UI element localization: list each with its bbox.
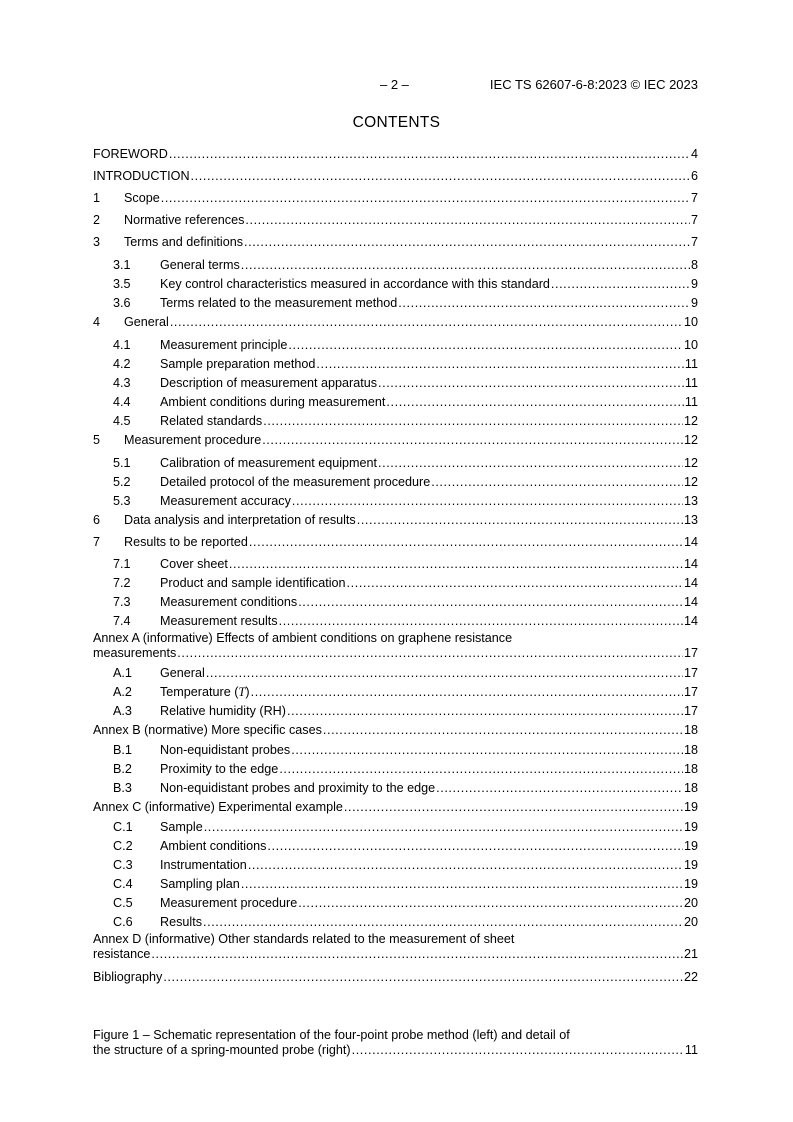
page-number: – 2 – <box>380 77 409 92</box>
leader-dots <box>251 685 683 700</box>
toc-entry-text: Measurement results <box>160 614 278 628</box>
toc-entry-page: 7 <box>690 191 698 205</box>
leader-dots <box>263 414 683 429</box>
leader-dots <box>298 595 683 610</box>
toc-entry-page: 8 <box>690 258 698 272</box>
toc-entry-number: A.1 <box>113 666 132 680</box>
toc-entry-number: 4.3 <box>113 376 131 390</box>
leader-dots <box>292 494 683 509</box>
toc-entry-number: 7.2 <box>113 576 131 590</box>
toc-entry-number: B.1 <box>113 743 132 757</box>
leader-dots <box>378 456 683 471</box>
toc-entry-text: FOREWORD <box>93 147 168 161</box>
toc-entry-text: Key control characteristics measured in accordance with this standard <box>160 277 550 291</box>
toc-entry-annex-b-3[interactable] <box>93 781 698 796</box>
toc-entry-number: 4.1 <box>113 338 131 352</box>
toc-entry-page: 19 <box>683 877 698 891</box>
toc-entry-page: 11 <box>684 376 698 390</box>
toc-entry-number: 6 <box>93 513 101 527</box>
leader-dots <box>279 614 683 629</box>
toc-entry-text: Detailed protocol of the measurement procedure <box>160 475 431 489</box>
leader-dots <box>262 433 683 448</box>
toc-entry-page: 20 <box>683 915 698 929</box>
toc-entry-page: 18 <box>683 762 698 776</box>
toc-entry-page: 7 <box>690 235 698 249</box>
toc-entry-annex-a-3[interactable] <box>93 704 698 719</box>
toc-entry-number: B.2 <box>113 762 132 776</box>
toc-entry-section-4[interactable] <box>93 315 698 330</box>
leader-dots <box>291 743 683 758</box>
toc-entry-text: Measurement procedure <box>160 896 298 910</box>
toc-entry-annex-c-5[interactable] <box>93 896 698 911</box>
toc-entry-text: Non-equidistant probes <box>160 743 291 757</box>
toc-entry-page: 18 <box>683 743 698 757</box>
toc-entry-number: C.2 <box>113 839 133 853</box>
toc-entry-text: Annex C (informative) Experimental example <box>93 800 343 814</box>
toc-entry-line2 <box>93 947 698 962</box>
leader-dots <box>357 513 683 528</box>
toc-entry-text: Normative references <box>124 213 245 227</box>
toc-entry-text: Product and sample identification <box>160 576 346 590</box>
toc-entry-section-4-5[interactable] <box>93 414 698 429</box>
toc-entry-text-end: ) <box>245 685 250 699</box>
toc-entry-section-7-3[interactable] <box>93 595 698 610</box>
toc-entry-text: Results to be reported <box>124 535 248 549</box>
toc-entry-page: 10 <box>683 338 698 352</box>
toc-entry-section-1[interactable] <box>93 191 698 206</box>
toc-entry-number: C.3 <box>113 858 133 872</box>
leader-dots <box>551 277 690 292</box>
toc-entry-annex-a-2[interactable] <box>93 685 698 700</box>
toc-entry-page: 12 <box>683 433 698 447</box>
leader-dots <box>347 576 683 591</box>
leader-dots <box>431 475 683 490</box>
toc-entry-section-5[interactable] <box>93 433 698 448</box>
toc-entry-number: 4.2 <box>113 357 131 371</box>
toc-entry-text: Related standards <box>160 414 263 428</box>
toc-entry-page: 19 <box>683 820 698 834</box>
toc-entry-text: Description of measurement apparatus <box>160 376 378 390</box>
toc-entry-text: Measurement accuracy <box>160 494 291 508</box>
leader-dots <box>344 800 683 815</box>
toc-entry-line2 <box>93 646 698 661</box>
toc-entry-section-3-1[interactable] <box>93 258 698 273</box>
toc-entry-section-3-6[interactable] <box>93 296 698 311</box>
toc-entry-number: 7 <box>93 535 101 549</box>
toc-entry-page: 9 <box>690 296 698 310</box>
toc-entry-annex-a-1[interactable] <box>93 666 698 681</box>
toc-entry-annex-c-2[interactable] <box>93 839 698 854</box>
leader-dots <box>352 1043 684 1058</box>
toc-entry-number: C.5 <box>113 896 133 910</box>
leader-dots <box>267 839 683 854</box>
toc-entry-section-5-3[interactable] <box>93 494 698 509</box>
toc-entry-page: 12 <box>683 414 698 428</box>
toc-entry-page: 10 <box>683 315 698 329</box>
toc-entry-page: 17 <box>683 646 698 660</box>
toc-entry-text: Sample <box>160 820 203 834</box>
toc-entry-page: 14 <box>683 557 698 571</box>
toc-entry-section-2[interactable] <box>93 213 698 228</box>
toc-entry-text: Cover sheet <box>160 557 228 571</box>
toc-entry-section-3-5[interactable] <box>93 277 698 292</box>
leader-dots <box>398 296 690 311</box>
toc-entry-page: 4 <box>690 147 698 161</box>
toc-entry-text: Sample preparation method <box>160 357 316 371</box>
toc-entry-page: 17 <box>683 704 698 718</box>
toc-entry-section-7-1[interactable] <box>93 557 698 572</box>
toc-entry-page: 9 <box>690 277 698 291</box>
toc-entry-page: 12 <box>683 456 698 470</box>
toc-entry-page: 13 <box>683 513 698 527</box>
toc-entry-section-4-4[interactable] <box>93 395 698 410</box>
temperature-symbol: T <box>238 685 246 699</box>
leader-dots <box>241 877 683 892</box>
leader-dots <box>244 235 690 250</box>
toc-entry-text: Measurement conditions <box>160 595 298 609</box>
toc-entry-text: Terms and definitions <box>124 235 244 249</box>
toc-entry-page: 17 <box>683 685 698 699</box>
toc-entry-text-line1: Annex A (informative) Effects of ambient conditions on graphene resistance <box>93 631 513 645</box>
leader-dots <box>203 915 683 930</box>
toc-entry-annex-b-1[interactable] <box>93 743 698 758</box>
toc-entry-foreword[interactable] <box>93 147 698 162</box>
toc-entry-number: 7.1 <box>113 557 131 571</box>
leader-dots <box>151 947 683 962</box>
toc-entry-number: 4.4 <box>113 395 131 409</box>
toc-entry-text: Calibration of measurement equipment <box>160 456 378 470</box>
toc-entry-number: 4 <box>93 315 101 329</box>
toc-entry-section-4-1[interactable] <box>93 338 698 353</box>
toc-entry-annex-a[interactable] <box>93 631 698 661</box>
toc-entry-section-6[interactable] <box>93 513 698 528</box>
figure-entry-1[interactable] <box>93 1028 698 1058</box>
list-of-figures <box>93 1028 698 1058</box>
toc-entry-annex-b-2[interactable] <box>93 762 698 777</box>
leader-dots <box>298 896 683 911</box>
toc-entry-text: Non-equidistant probes and proximity to the edge <box>160 781 436 795</box>
toc-entry-number: 3 <box>93 235 101 249</box>
toc-entry-text: Ambient conditions <box>160 839 267 853</box>
toc-entry-number: C.1 <box>113 820 133 834</box>
leader-dots <box>287 704 683 719</box>
leader-dots <box>206 666 683 681</box>
figure-entry-page: 11 <box>684 1043 698 1057</box>
toc-entry-text: Instrumentation <box>160 858 247 872</box>
leader-dots <box>249 535 683 550</box>
toc-entry-number: A.3 <box>113 704 132 718</box>
toc-entry-annex-c-6[interactable] <box>93 915 698 930</box>
leader-dots <box>288 338 683 353</box>
toc-entry-number: C.6 <box>113 915 133 929</box>
toc-entry-page: 14 <box>683 595 698 609</box>
toc-entry-text <box>160 685 250 700</box>
toc-entry-section-4-2[interactable] <box>93 357 698 372</box>
toc-entry-section-4-3[interactable] <box>93 376 698 391</box>
toc-entry-text-line1: Annex D (informative) Other standards related to the measurement of sheet <box>93 932 515 946</box>
toc-entry-page: 11 <box>684 357 698 371</box>
toc-entry-text: Measurement principle <box>160 338 288 352</box>
toc-entry-number: 5 <box>93 433 101 447</box>
toc-entry-page: 11 <box>684 395 698 409</box>
toc-entry-text: Results <box>160 915 202 929</box>
standard-identifier: IEC TS 62607-6-8:2023 © IEC 2023 <box>489 77 698 92</box>
page-title: CONTENTS <box>352 114 441 131</box>
leader-dots <box>248 858 683 873</box>
leader-dots <box>386 395 684 410</box>
table-of-contents <box>93 144 698 985</box>
toc-entry-section-7[interactable] <box>93 535 698 550</box>
toc-entry-text: General <box>124 315 169 329</box>
toc-entry-annex-c-3[interactable] <box>93 858 698 873</box>
toc-entry-section-5-1[interactable] <box>93 456 698 471</box>
toc-entry-number: 4.5 <box>113 414 131 428</box>
figure-entry-line2 <box>93 1043 698 1058</box>
leader-dots <box>323 723 683 738</box>
toc-entry-text-line2: resistance <box>93 947 151 961</box>
toc-entry-text: Measurement procedure <box>124 433 262 447</box>
leader-dots <box>177 646 683 661</box>
toc-entry-text: Data analysis and interpretation of results <box>124 513 356 527</box>
toc-entry-page: 14 <box>683 576 698 590</box>
toc-entry-number: 3.1 <box>113 258 131 272</box>
toc-entry-page: 19 <box>683 800 698 814</box>
toc-entry-text: Proximity to the edge <box>160 762 279 776</box>
toc-entry-section-3[interactable] <box>93 235 698 250</box>
toc-entry-page: 14 <box>683 614 698 628</box>
leader-dots <box>241 258 690 273</box>
toc-entry-page: 22 <box>683 970 698 984</box>
toc-entry-text: Ambient conditions during measurement <box>160 395 386 409</box>
toc-entry-page: 12 <box>683 475 698 489</box>
toc-entry-number: 5.3 <box>113 494 131 508</box>
toc-entry-text: INTRODUCTION <box>93 169 190 183</box>
toc-entry-page: 13 <box>683 494 698 508</box>
toc-entry-number: 7.3 <box>113 595 131 609</box>
toc-entry-text-line2: measurements <box>93 646 177 660</box>
toc-entry-annex-c[interactable] <box>93 800 698 815</box>
toc-entry-number: 1 <box>93 191 101 205</box>
toc-entry-page: 14 <box>683 535 698 549</box>
toc-entry-page: 7 <box>690 213 698 227</box>
toc-entry-number: 2 <box>93 213 101 227</box>
toc-entry-number: B.3 <box>113 781 132 795</box>
toc-entry-text: General terms <box>160 258 240 272</box>
toc-entry-annex-c-1[interactable] <box>93 820 698 835</box>
toc-entry-section-7-2[interactable] <box>93 576 698 591</box>
toc-entry-introduction[interactable] <box>93 169 698 184</box>
leader-dots <box>170 315 683 330</box>
toc-entry-number: 5.2 <box>113 475 131 489</box>
leader-dots <box>316 357 684 372</box>
toc-entry-page: 17 <box>683 666 698 680</box>
leader-dots <box>229 557 683 572</box>
toc-entry-text: Relative humidity (RH) <box>160 704 286 718</box>
toc-entry-annex-c-4[interactable] <box>93 877 698 892</box>
toc-entry-number: A.2 <box>113 685 132 699</box>
leader-dots <box>191 169 690 184</box>
toc-entry-section-7-4[interactable] <box>93 614 698 629</box>
toc-entry-text: Terms related to the measurement method <box>160 296 398 310</box>
leader-dots <box>169 147 690 162</box>
toc-entry-number: 3.5 <box>113 277 131 291</box>
leader-dots <box>161 191 690 206</box>
toc-entry-text: Annex B (normative) More specific cases <box>93 723 322 737</box>
toc-entry-text: Sampling plan <box>160 877 240 891</box>
leader-dots <box>378 376 684 391</box>
toc-entry-number: 7.4 <box>113 614 131 628</box>
toc-entry-page: 19 <box>683 839 698 853</box>
toc-entry-bibliography[interactable] <box>93 970 698 985</box>
toc-entry-page: 20 <box>683 896 698 910</box>
toc-entry-number: 3.6 <box>113 296 131 310</box>
toc-entry-text: General <box>160 666 205 680</box>
toc-entry-section-5-2[interactable] <box>93 475 698 490</box>
toc-entry-text: Scope <box>124 191 160 205</box>
figure-entry-text-line2: the structure of a spring-mounted probe (right) <box>93 1043 351 1057</box>
toc-entry-text: Bibliography <box>93 970 163 984</box>
toc-entry-annex-d[interactable] <box>93 932 698 962</box>
figure-entry-text-line1: Figure 1 – Schematic representation of the four-point probe method (left) and detail of <box>93 1028 570 1042</box>
toc-entry-text-start: Temperature ( <box>160 685 239 699</box>
leader-dots <box>279 762 683 777</box>
toc-entry-page: 19 <box>683 858 698 872</box>
toc-entry-number: 5.1 <box>113 456 131 470</box>
leader-dots <box>204 820 683 835</box>
toc-entry-annex-b[interactable] <box>93 723 698 738</box>
toc-entry-page: 18 <box>683 723 698 737</box>
toc-entry-page: 6 <box>690 169 698 183</box>
leader-dots <box>245 213 690 228</box>
toc-entry-page: 21 <box>683 947 698 961</box>
leader-dots <box>436 781 683 796</box>
toc-entry-number: C.4 <box>113 877 133 891</box>
toc-entry-page: 18 <box>683 781 698 795</box>
leader-dots <box>163 970 683 985</box>
